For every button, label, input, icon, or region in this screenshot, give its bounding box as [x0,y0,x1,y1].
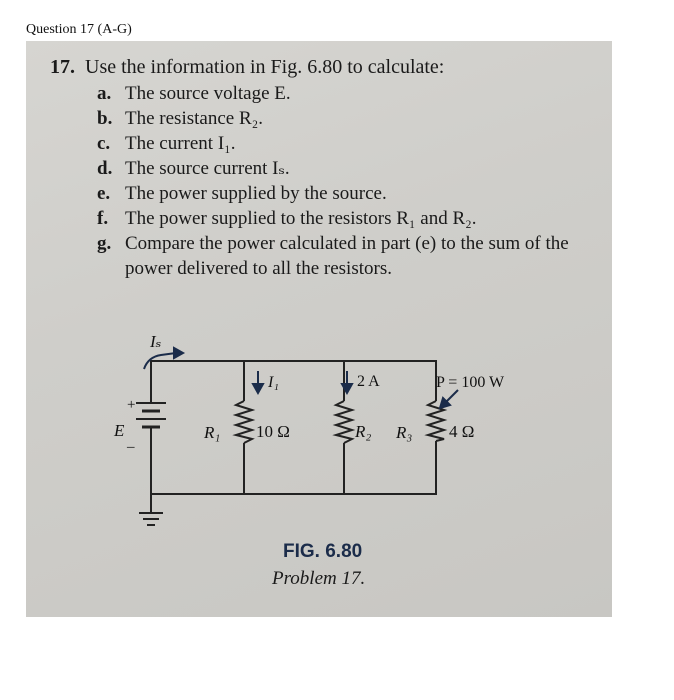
r3-value: 4 Ω [449,422,475,441]
problem-item-a: a. The source voltage E. [97,83,291,104]
problem-item-g: g. Compare the power calculated in part (e) to the sum of the power delivered to all the resistors. [97,233,569,279]
textbook-photo [26,41,612,617]
problem-item-c: c. The current I₁. [97,133,236,154]
source-current-label: Iₛ [150,332,162,351]
r2-current-label: 2 A [357,373,380,390]
i1-label: I₁ [268,374,279,391]
minus-sign: – [127,439,135,455]
plus-sign: + [127,397,136,413]
problem-intro-text: Use the information in Fig. 6.80 to calculate: [85,56,445,78]
question-title: Question 17 (A-G) [26,22,132,37]
r2-resistor [336,401,352,443]
top-wire [151,361,436,401]
problem-item-d: d. The source current Iₛ. [97,158,290,179]
r1-label: R₁ [204,423,221,442]
problem-number: 17. [50,56,75,78]
r3-power-label: P = 100 W [436,374,505,391]
problem-item-f: f. The power supplied to the resistors R₁ and R₂. [97,208,477,229]
r3-label: R₃ [396,423,413,442]
r1-resistor [236,401,252,443]
bottom-wire [151,441,436,494]
source-label: E [114,421,125,440]
circuit-diagram [26,41,612,617]
r1-value: 10 Ω [256,422,290,441]
problem-item-e: e. The power supplied by the source. [97,183,387,204]
ground-symbol [139,513,163,525]
figure-caption: Problem 17. [272,568,366,589]
figure-label: FIG. 6.80 [283,541,363,562]
problem-item-b: b. The resistance R₂. [97,108,263,129]
battery-symbol [136,391,166,446]
r2-label: R₂ [355,422,372,441]
